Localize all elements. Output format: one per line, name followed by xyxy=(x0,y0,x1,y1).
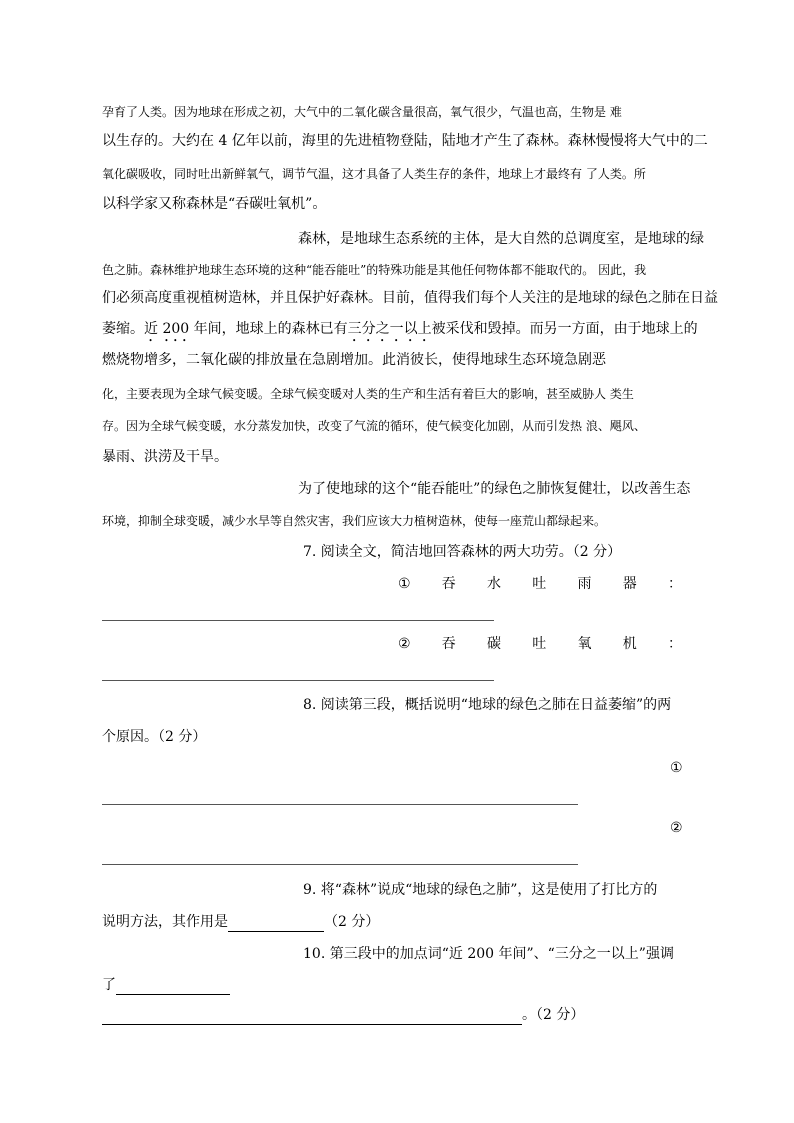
q7-answer-1-line[interactable] xyxy=(102,620,494,621)
para3-line-6: 化，主要表现为全球气候变暖。全球气候变暖对人类的生产和生活有着巨大的影响，甚至威胁人 类生 xyxy=(102,387,634,401)
q7-a2-c5: 机 xyxy=(622,636,637,652)
q10-stem-line-1: 10. 第三段中的加点词“近 200 年间”、“三分之一以上”强调 xyxy=(303,946,674,962)
q9-answer-blank[interactable] xyxy=(228,917,324,932)
q7-answer-2-line[interactable] xyxy=(102,680,494,681)
q9-stem-line-1: 9. 将“森林”说成“地球的绿色之肺”，这是使用了打比方的 xyxy=(303,882,658,898)
q10-stem-text: 了 xyxy=(102,977,116,993)
q8-answer-1-line[interactable] xyxy=(102,804,578,805)
para3-line-1: 森林，是地球生态系统的主体，是大自然的总调度室，是地球的绿 xyxy=(298,231,704,247)
para2-line-4: 以科学家又称森林是“吞碳吐氧机”。 xyxy=(102,196,327,212)
q7-a1-c3: 吐 xyxy=(532,576,547,592)
q10-stem-line-2 xyxy=(102,975,230,995)
q7-a2-c0: ② xyxy=(398,636,411,652)
para2-line-1: 孕育了人类。因为地球在形成之初，大气中的二氧化碳含量很高，氧气很少，气温也高，生物是 难 xyxy=(102,105,622,119)
q7-a1-c6: ： xyxy=(667,576,682,592)
q8-answer-2-line[interactable] xyxy=(102,864,578,865)
emphasis-near-200: 近 200 xyxy=(144,321,190,337)
q7-a1-c2: 水 xyxy=(487,576,502,592)
q7-a2-c2: 碳 xyxy=(487,636,502,652)
q9-points: （2 分） xyxy=(324,914,380,930)
q7-a1-c1: 吞 xyxy=(441,576,456,592)
q7-stem: 7. 阅读全文，简洁地回答森林的两大功劳。（2 分） xyxy=(303,544,622,560)
q9-stem-line-2 xyxy=(102,912,379,932)
para2-line-2: 以生存的。大约在 4 亿年以前，海里的先进植物登陆，陆地才产生了森林。森林慢慢将大气中的二 xyxy=(102,133,708,149)
para3-line-8: 暴雨、洪涝及干旱。 xyxy=(102,449,228,465)
q8-marker-2: ② xyxy=(670,820,683,836)
para3-line-4-c: 被采伐和毁掉。而另一方面，由于地球上的 xyxy=(431,321,698,337)
para3-line-4 xyxy=(102,319,698,345)
emphasis-one-third: 三分之一以上 xyxy=(347,321,432,337)
q7-a1-c0: ① xyxy=(398,576,411,592)
para3-line-5: 燃烧物增多，二氧化碳的排放量在急剧增加。此消彼长，使得地球生态环境急剧恶 xyxy=(102,352,606,368)
q8-stem-line-1: 8. 阅读第三段，概括说明“地球的绿色之肺在日益萎缩”的两 xyxy=(303,697,672,713)
q8-stem-line-2: 个原因。（2 分） xyxy=(102,729,207,745)
q10-answer-blank-2[interactable] xyxy=(102,1010,522,1025)
q8-marker-1: ① xyxy=(670,760,683,776)
q7-a1-c5: 器 xyxy=(622,576,637,592)
q7-a1-c4: 雨 xyxy=(577,576,592,592)
para3-line-4-b: 年间，地球上的森林已有 xyxy=(189,321,348,337)
q7-answer-1-label xyxy=(398,574,682,594)
para4-line-1: 为了使地球的这个“能吞能吐”的绿色之肺恢复健壮，以改善生态 xyxy=(298,481,691,497)
para3-line-4-a: 萎缩。 xyxy=(102,321,144,337)
q10-answer-blank-1[interactable] xyxy=(116,980,230,995)
q9-stem-text: 说明方法，其作用是 xyxy=(102,914,228,930)
para2-line-3: 氧化碳吸收，同时吐出新鲜氧气，调节气温，这才具备了人类生存的条件，地球上才最终有 了人类。所 xyxy=(102,167,646,181)
q7-a2-c1: 吞 xyxy=(441,636,456,652)
para4-line-2: 环境，抑制全球变暖，减少水旱等自然灾害，我们应该大力植树造林，使每一座荒山都绿起来。 xyxy=(102,514,607,528)
para3-line-3: 们必须高度重视植树造林，并且保护好森林。目前，值得我们每个人关注的是地球的绿色之肺在日益 xyxy=(102,290,718,306)
q7-answer-2-label xyxy=(398,634,682,654)
para3-line-7: 存。因为全球气候变暖，水分蒸发加快，改变了气流的循环，使气候变化加剧，从而引发热 浪、飓风、 xyxy=(102,419,646,433)
para3-line-2: 色之肺。森林维护地球生态环境的这种“能吞能吐”的特殊功能是其他任何物体都不能取代的。 因此，我 xyxy=(102,263,647,277)
q7-a2-c6: ： xyxy=(667,636,682,652)
q7-a2-c4: 氧 xyxy=(577,636,592,652)
q10-points: 。（2 分） xyxy=(522,1007,585,1023)
q7-a2-c3: 吐 xyxy=(532,636,547,652)
q10-stem-line-3 xyxy=(102,1005,584,1025)
